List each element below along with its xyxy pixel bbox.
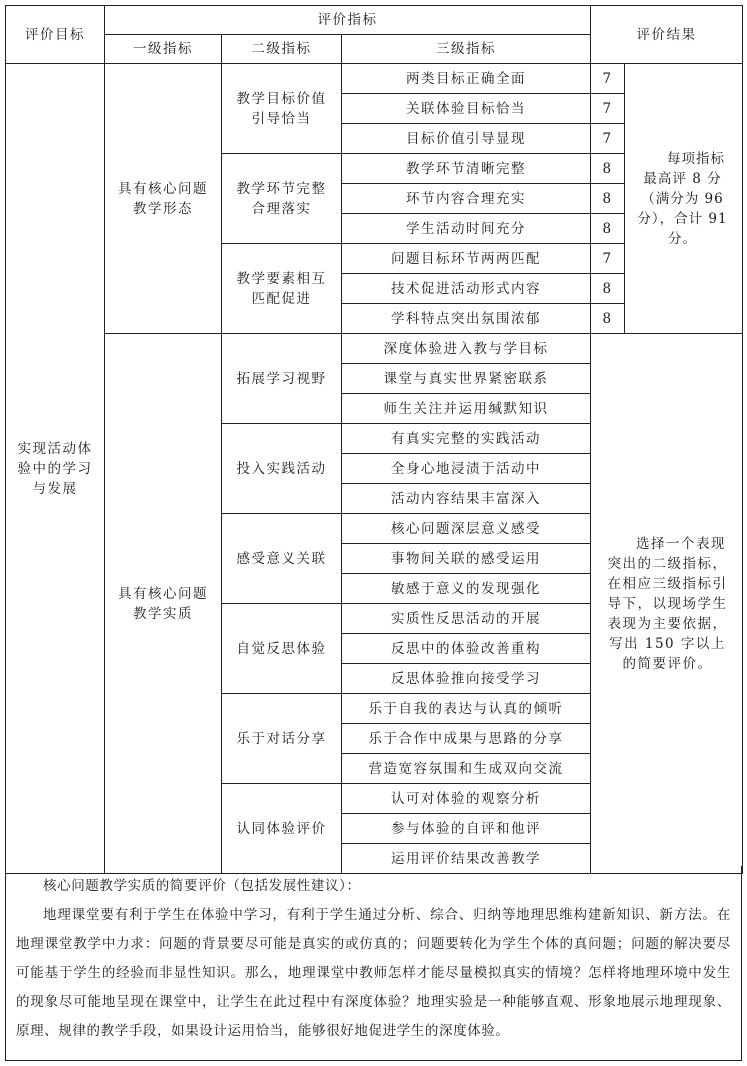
level3-cell: 学科特点突出氛围浓郁 [342, 304, 591, 334]
score-cell: 8 [591, 274, 625, 304]
score-cell: 8 [591, 304, 625, 334]
level3-cell: 活动内容结果丰富深入 [342, 484, 591, 514]
level3-cell: 两类目标正确全面 [342, 64, 591, 94]
level2-cell: 教学环节完整合理落实 [222, 154, 342, 244]
level3-cell: 反思中的体验改善重构 [342, 634, 591, 664]
score-cell: 7 [591, 124, 625, 154]
level2-cell: 乐于对话分享 [222, 694, 342, 784]
level3-cell: 环节内容合理充实 [342, 184, 591, 214]
level3-cell: 师生关注并运用缄默知识 [342, 394, 591, 424]
level3-cell: 乐于自我的表达与认真的倾听 [342, 694, 591, 724]
level1-essence: 具有核心问题教学实质 [105, 334, 222, 874]
header-level2: 二级指标 [222, 35, 342, 64]
level3-cell: 问题目标环节两两匹配 [342, 244, 591, 274]
level3-cell: 参与体验的自评和他评 [342, 814, 591, 844]
comment-box [5, 866, 742, 1061]
level2-cell: 认同体验评价 [222, 784, 342, 874]
level2-cell: 拓展学习视野 [222, 334, 342, 424]
level2-cell: 投入实践活动 [222, 424, 342, 514]
level3-cell: 有真实完整的实践活动 [342, 424, 591, 454]
level3-cell: 深度体验进入教与学目标 [342, 334, 591, 364]
header-level3: 三级指标 [342, 35, 591, 64]
level3-cell: 课堂与真实世界紧密联系 [342, 364, 591, 394]
score-cell: 8 [591, 184, 625, 214]
score-cell: 7 [591, 94, 625, 124]
header-eval-result: 评价结果 [591, 6, 743, 64]
level3-cell: 教学环节清晰完整 [342, 154, 591, 184]
level2-cell: 自觉反思体验 [222, 604, 342, 694]
level3-cell: 事物间关联的感受运用 [342, 544, 591, 574]
level3-cell: 营造宽容氛围和生成双向交流 [342, 754, 591, 784]
eval-target-cell: 实现活动体验中的学习与发展 [6, 64, 105, 874]
level3-cell: 核心问题深层意义感受 [342, 514, 591, 544]
score-cell: 7 [591, 64, 625, 94]
comment-title: 核心问题教学实质的简要评价（包括发展性建议）： [43, 878, 361, 894]
level2-cell: 教学要素相互匹配促进 [222, 244, 342, 334]
level2-cell: 感受意义关联 [222, 514, 342, 604]
score-cell: 7 [591, 244, 625, 274]
level3-cell: 全身心地浸渍于活动中 [342, 454, 591, 484]
level2-cell: 教学目标价值引导恰当 [222, 64, 342, 154]
level1-form: 具有核心问题教学形态 [105, 64, 222, 334]
level3-cell: 认可对体验的观察分析 [342, 784, 591, 814]
header-eval-indicator: 评价指标 [105, 6, 591, 35]
level3-cell: 运用评价结果改善教学 [342, 844, 591, 874]
score-cell: 8 [591, 154, 625, 184]
level3-cell: 学生活动时间充分 [342, 214, 591, 244]
comment-body: 地理课堂要有利于学生在体验中学习，有利于学生通过分析、综合、归纳等地理思维构建新知识、新方法。在地理课堂教学中力求：问题的背景要尽可能是真实的或仿真的；问题要转化为学生个体的真问题；问题的解决要尽可能基于学生的经验而非显性知识。那么，地理课堂中教师怎样才能尽量模拟真实的情境？怎样将地理环境中发生的现象尽可能地呈现在课堂中，让学生在此过程中有深度体验？地理实验是一种能够直观、形象地展示地理现象、原理、规律的教学手段，如果设计运用恰当，能够很好地促进学生的深度体验。 [16, 907, 731, 1039]
level3-cell: 实质性反思活动的开展 [342, 604, 591, 634]
score-cell: 8 [591, 214, 625, 244]
level3-cell: 敏感于意义的发现强化 [342, 574, 591, 604]
level3-cell: 乐于合作中成果与思路的分享 [342, 724, 591, 754]
essence-result: 选择一个表现突出的二级指标，在相应三级指标引导下，以现场学生表现为主要依据，写出 150 字以上的简要评价。 [591, 334, 743, 874]
level3-cell: 关联体验目标恰当 [342, 94, 591, 124]
form-result: 每项指标最高评 8 分（满分为 96 分），合计 91 分。 [625, 64, 743, 334]
header-level1: 一级指标 [105, 35, 222, 64]
header-eval-target: 评价目标 [6, 6, 105, 64]
evaluation-table [5, 5, 743, 874]
level3-cell: 目标价值引导显现 [342, 124, 591, 154]
level3-cell: 技术促进活动形式内容 [342, 274, 591, 304]
level3-cell: 反思体验推向接受学习 [342, 664, 591, 694]
